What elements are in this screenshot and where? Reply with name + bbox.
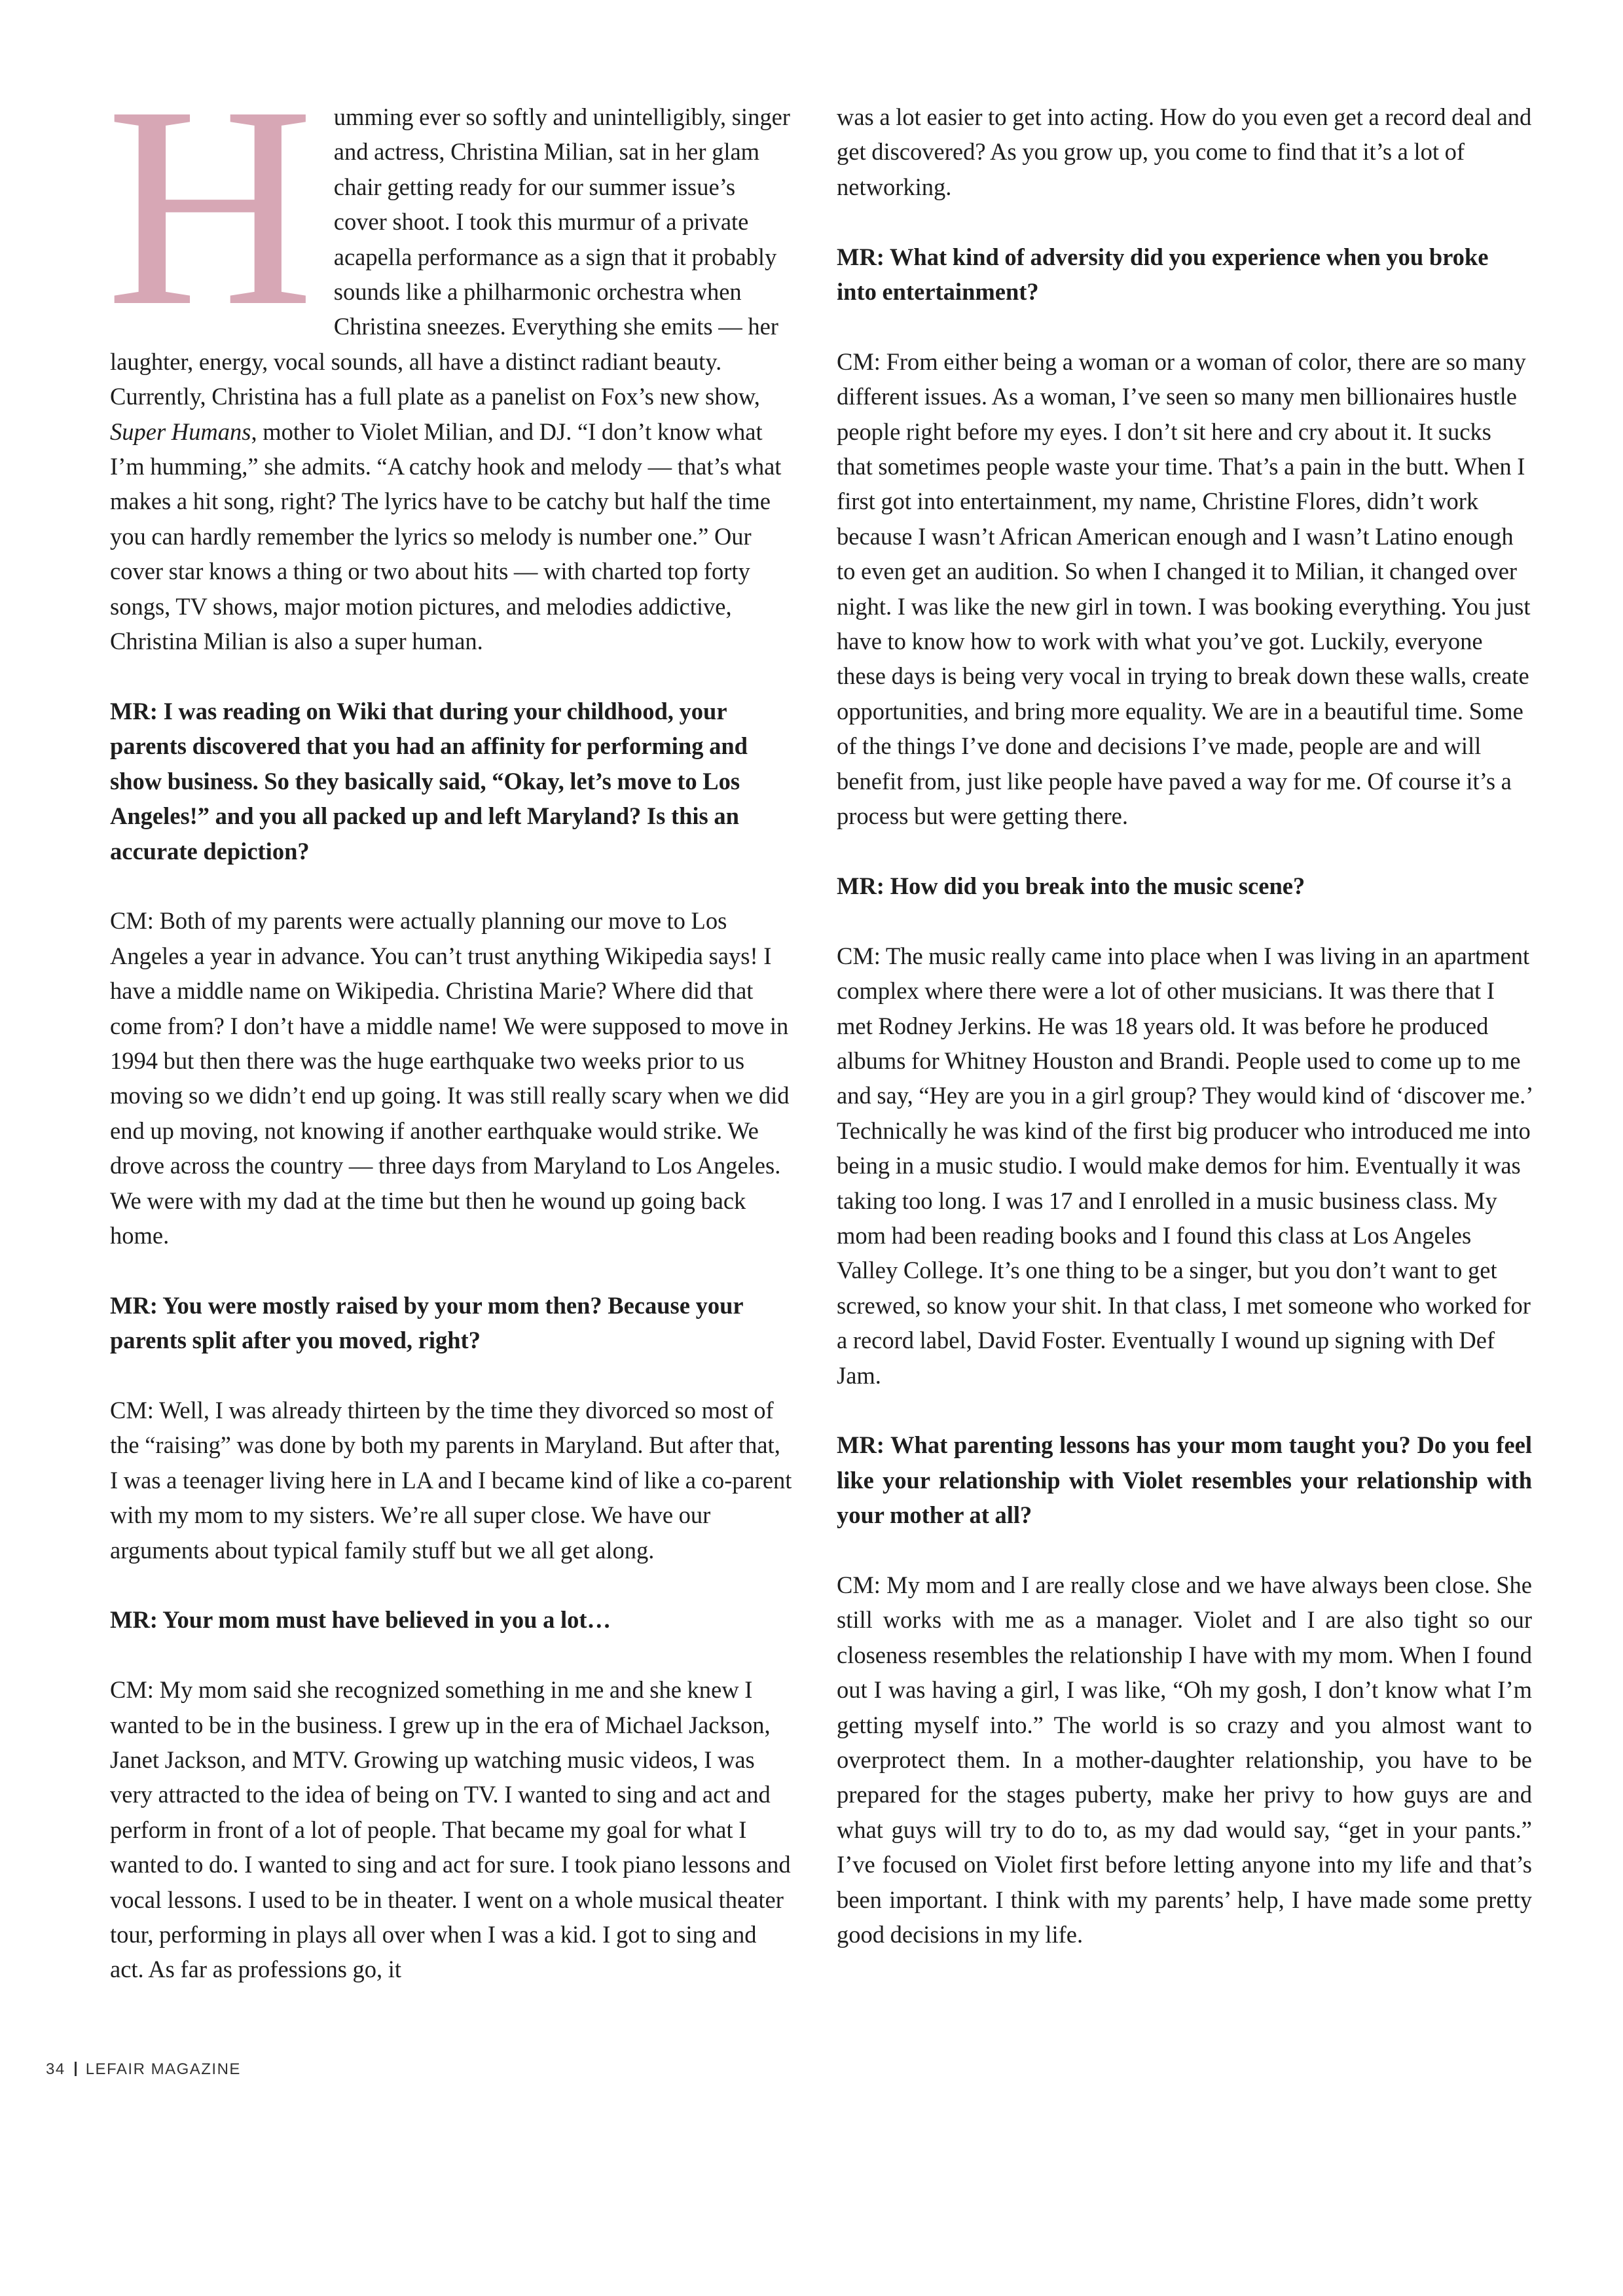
answer-1: CM: Both of my parents were actually planning our move to Los Angeles a year in advance. You can’t trust anything Wikipedia says! I have a middle name on Wikipedia. Christina Marie? Where did that come from? I don’t have a middle name! We were supposed to move in 1994 but then there was the huge earthquake two weeks prior to us moving so we didn’t end up going. It was still really scary when we did end up moving, not knowing if another earthquake would strike. We drove across the country — three days from Maryland to Los Angeles. We were with my dad at the time but then he wound up going back home. (110, 907, 790, 1249)
answer-6: CM: My mom and I are really close and we have always been close. She still works with me as a manager. Violet and I are also tight so our closeness resembles the relationship I have with my mom. When I found out I was having a girl, I was like, “Oh my gosh, I don’t know what I’m getting myself into.” The world is so crazy and you almost want to overprotect them. In a mother-daughter relationship, you have to be prepared for the stages puberty, make her privy to how guys are and what guys will try to do to, as my dad would say, “get in your pants.” I’ve focused on Violet first before letting anyone into my life and that’s been important. I think with my parents’ help, I have made some pretty good decisions in my life. (837, 1571, 1532, 1948)
drop-cap-letter: H (106, 47, 314, 366)
question-6: MR: What parenting lessons has your mom taught you? Do you feel like your relationship with Violet resembles your relationship with your mother at all? (837, 1431, 1532, 1529)
question-1: MR: I was reading on Wiki that during your childhood, your parents discovered that you had an affinity for performing and show business. So they basically said, “Okay, let’s move to Los Angeles!” and you all packed up and left Maryland? Is this an accurate depiction? (110, 697, 748, 865)
show-title: Super Humans (110, 418, 251, 445)
answer-3-part-1: CM: My mom said she recognized something in me and she knew I wanted to be in the business. I grew up in the era of Michael Jackson, Janet Jackson, and MTV. Growing up watching music videos, I was very attracted to the idea of being on TV. I wanted to sing and act and perform in front of a lot of people. That became my goal for what I wanted to do. I wanted to sing and act for sure. I took piano lessons and vocal lessons. I used to be in theater. I went on a whole musical theater tour, performing in plays all over when I was a kid. I got to sing and act. As far as professions go, it (110, 1676, 791, 1983)
intro-text-continued: , mother to Violet Milian, and DJ. “I don’t know what I’m humming,” she admits. “A catchy hook and melody — that’s what makes a hit song, right? The lyrics have to be catchy but half the time you can hardly remember the lyrics so melody is number one.” Our cover star knows a thing or two about hits — with charted top forty songs, TV shows, major motion pictures, and melodies addictive, Christina Milian is also a super human. (110, 418, 782, 655)
question-5: MR: How did you break into the music scene? (837, 872, 1305, 899)
question-4: MR: What kind of adversity did you experience when you broke into entertainment? (837, 243, 1489, 306)
answer-2: CM: Well, I was already thirteen by the time they divorced so most of the “raising” was done by both my parents in Maryland. But after that, I was a teenager living here in LA and I became kind of like a co-parent with my mom to my sisters. We’re all super close. We have our arguments about typical family stuff but we all get along. (110, 1396, 792, 1564)
answer-5: CM: The music really came into place when I was living in an apartment complex where there were a lot of other musicians. It was there that I met Rodney Jerkins. He was 18 years old. It was before he produced albums for Whitney Houston and Brandi. People used to come up to me and say, “Hey are you in a girl group? They would kind of ‘discover me.’ Technically he was kind of the first big producer who introduced me into being in a music studio. I would make demos for him. Eventually it was taking too long. I was 17 and I enrolled in a music business class. My mom had been reading books and I found this class at Los Angeles Valley College. It’s one thing to be a singer, but you don’t want to get screwed, so know your shit. In that class, I met someone who worked for a record label, David Foster. Eventually I wound up signing with Def Jam. (837, 942, 1532, 1389)
answer-3-part-2: was a lot easier to get into acting. How do you even get a record deal and get discovered? As you grow up, you come to find that it’s a lot of networking. (837, 103, 1532, 200)
intro-paragraph (106, 47, 792, 659)
publication-name: LEFAIR MAGAZINE (85, 2060, 241, 2078)
question-2: MR: You were mostly raised by your mom then? Because your parents split after you moved, right? (110, 1291, 743, 1354)
intro-text: umming ever so softly and unintelligibly, singer and actress, Christina Milian, sat in her glam chair getting ready for our summer issue’s cover shoot. I took this murmur of a private acapella performance as a sign that it probably sounds like a philharmonic orchestra when Christina sneezes. Everything she emits — her laughter, energy, vocal sounds, all have a distinct radiant beauty. Currently, Christina has a full plate as a panelist on Fox’s new show, (110, 103, 790, 410)
answer-4: CM: From either being a woman or a woman of color, there are so many different issues. As a woman, I’ve seen so many men billionaires hustle people right before my eyes. I don’t sit here and cry about it. It sucks that sometimes people waste your time. That’s a pain in the butt. When I first got into entertainment, my name, Christine Flores, didn’t work because I wasn’t African American enough and I wasn’t Latino enough to even get an audition. So when I changed it to Milian, it changed over night. I was like the new girl in town. I was booking everything. You just have to know how to work with what you’ve got. Luckily, everyone these days is being very vocal in trying to break down these walls, create opportunities, and bring more equality. We are in a beautiful time. Some of the things I’ve done and decisions I’ve made, people are and will benefit from, just like people have paved a way for me. Of course it’s a process but were getting there. (837, 348, 1531, 830)
left-column (106, 47, 792, 1987)
page-footer (46, 2060, 241, 2079)
footer-separator (75, 2062, 77, 2076)
right-column (837, 99, 1532, 1952)
question-3: MR: Your mom must have believed in you a lot… (110, 1606, 611, 1634)
page-number: 34 (46, 2060, 65, 2078)
